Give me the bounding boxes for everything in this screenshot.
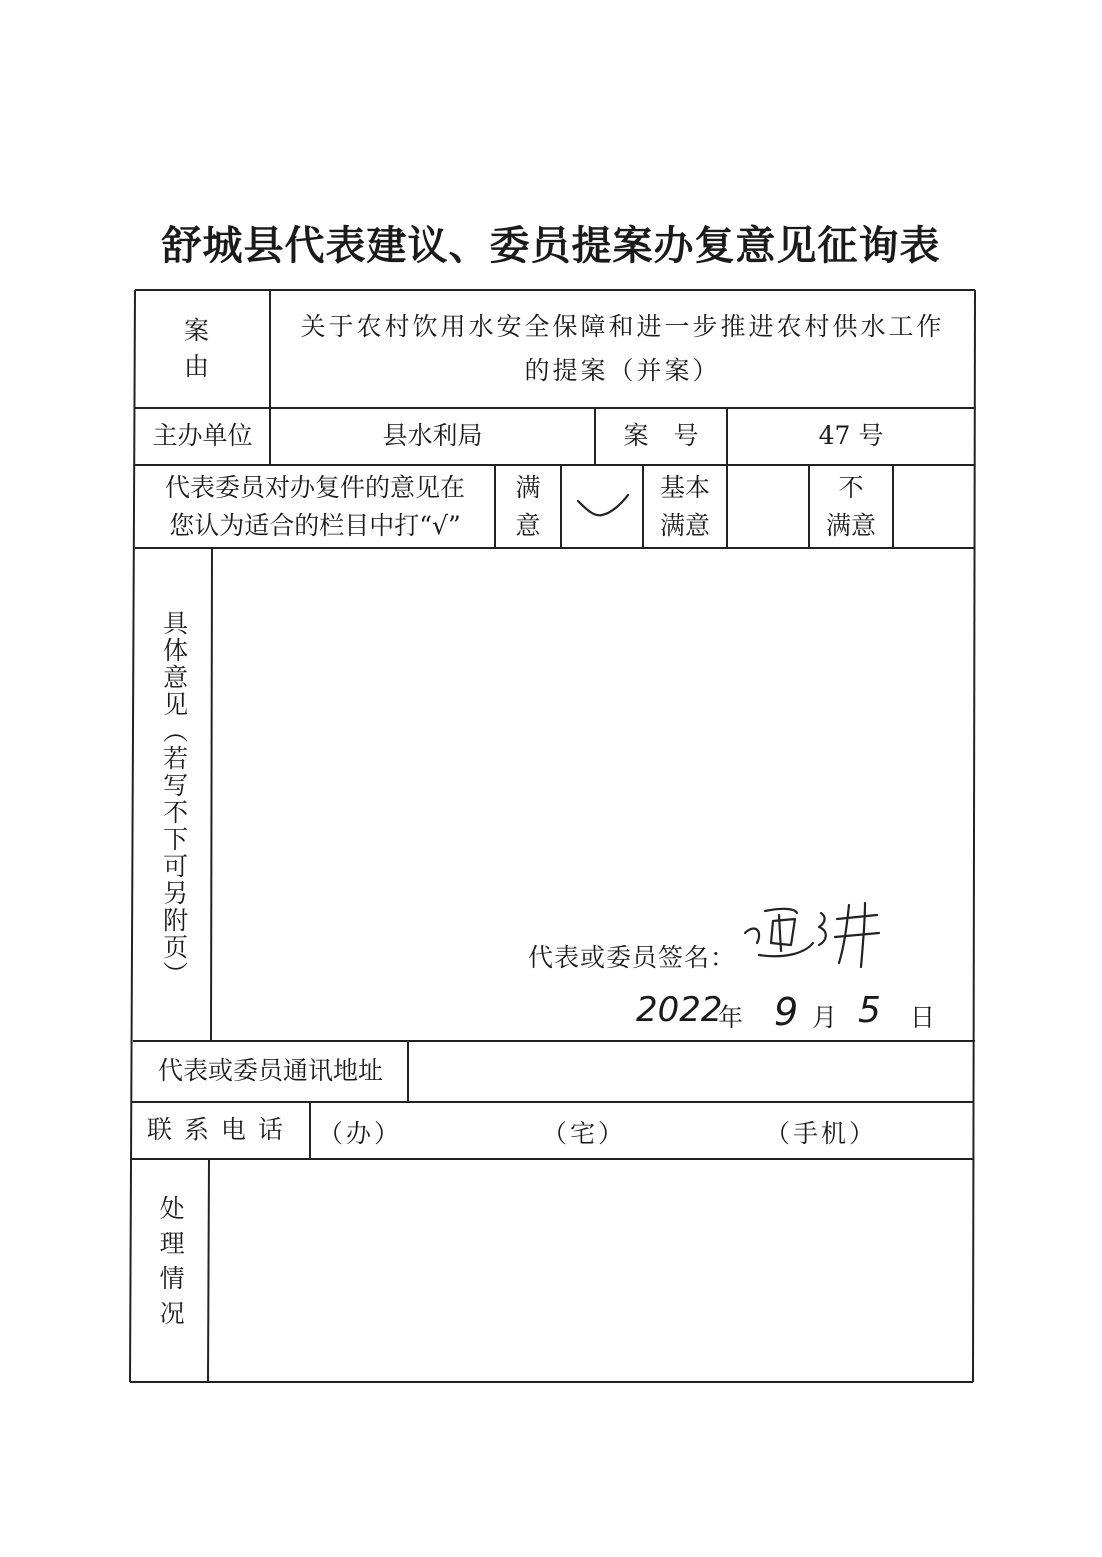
not-satisfied-label-2: 满意 bbox=[825, 510, 876, 540]
page-title: 舒城县代表建议、委员提案办复意见征询表 bbox=[161, 222, 941, 269]
opinion-instruction-line2: 您认为适合的栏目中打“√” bbox=[169, 510, 461, 540]
handling-input-area[interactable] bbox=[209, 1159, 973, 1382]
satisfied-label-2: 意 bbox=[515, 510, 541, 540]
address-input[interactable] bbox=[408, 1041, 975, 1102]
basic-satisfied-label-2: 满意 bbox=[659, 510, 710, 540]
case-number-value: 47 号 bbox=[818, 421, 884, 451]
case-reason-label bbox=[135, 290, 296, 408]
phone-mobile-label[interactable]: （手机） bbox=[765, 1119, 878, 1148]
date-day-char: 日 bbox=[910, 1003, 936, 1032]
not-satisfied-checkbox[interactable] bbox=[893, 465, 975, 548]
opinion-instruction-line1: 代表委员对办复件的意见在 bbox=[164, 473, 465, 502]
case-reason-value bbox=[270, 290, 975, 408]
basic-satisfied-label bbox=[643, 465, 727, 548]
handling-label bbox=[131, 1159, 209, 1382]
satisfied-label-1: 满 bbox=[515, 473, 541, 502]
date-year: 2022 bbox=[636, 990, 723, 1030]
date-year-char: 年 bbox=[718, 1003, 744, 1032]
phone-label: 联系电话 bbox=[146, 1115, 295, 1145]
basic-satisfied-label-1: 基本 bbox=[659, 473, 710, 502]
address-label: 代表或委员通讯地址 bbox=[157, 1056, 383, 1086]
signature-label: 代表或委员签名： bbox=[528, 943, 737, 972]
handwritten-signature bbox=[735, 893, 885, 973]
date-month-char: 月 bbox=[812, 1003, 838, 1032]
detail-label-text: 具体意见（若写不下可另附页） bbox=[159, 610, 189, 988]
basic-satisfied-checkbox[interactable] bbox=[727, 465, 809, 548]
handling-label-text: 处理情况 bbox=[156, 1195, 186, 1335]
host-unit-label: 主办单位 bbox=[152, 421, 253, 451]
case-reason-line1: 关于农村饮用水安全保障和进一步推进农村供水工作 bbox=[300, 311, 945, 341]
case-reason-label-text: 案 由 bbox=[183, 315, 296, 381]
not-satisfied-label bbox=[809, 465, 893, 548]
check-mark-icon bbox=[572, 487, 632, 527]
detail-label bbox=[135, 548, 212, 1041]
opinion-instruction bbox=[135, 465, 495, 548]
case-reason-line2: 的提案（并案） bbox=[524, 356, 721, 385]
case-number-label: 案 号 bbox=[623, 421, 699, 451]
phone-office-label[interactable]: （办） bbox=[318, 1119, 403, 1148]
satisfied-label bbox=[495, 465, 561, 548]
date-day: 5 bbox=[858, 990, 881, 1031]
phone-home-label[interactable]: （宅） bbox=[542, 1119, 627, 1148]
host-unit-value: 县水利局 bbox=[382, 421, 483, 451]
satisfied-checkbox[interactable] bbox=[561, 465, 643, 548]
not-satisfied-label-1: 不 bbox=[838, 473, 864, 502]
date-month: 9 bbox=[774, 990, 799, 1034]
